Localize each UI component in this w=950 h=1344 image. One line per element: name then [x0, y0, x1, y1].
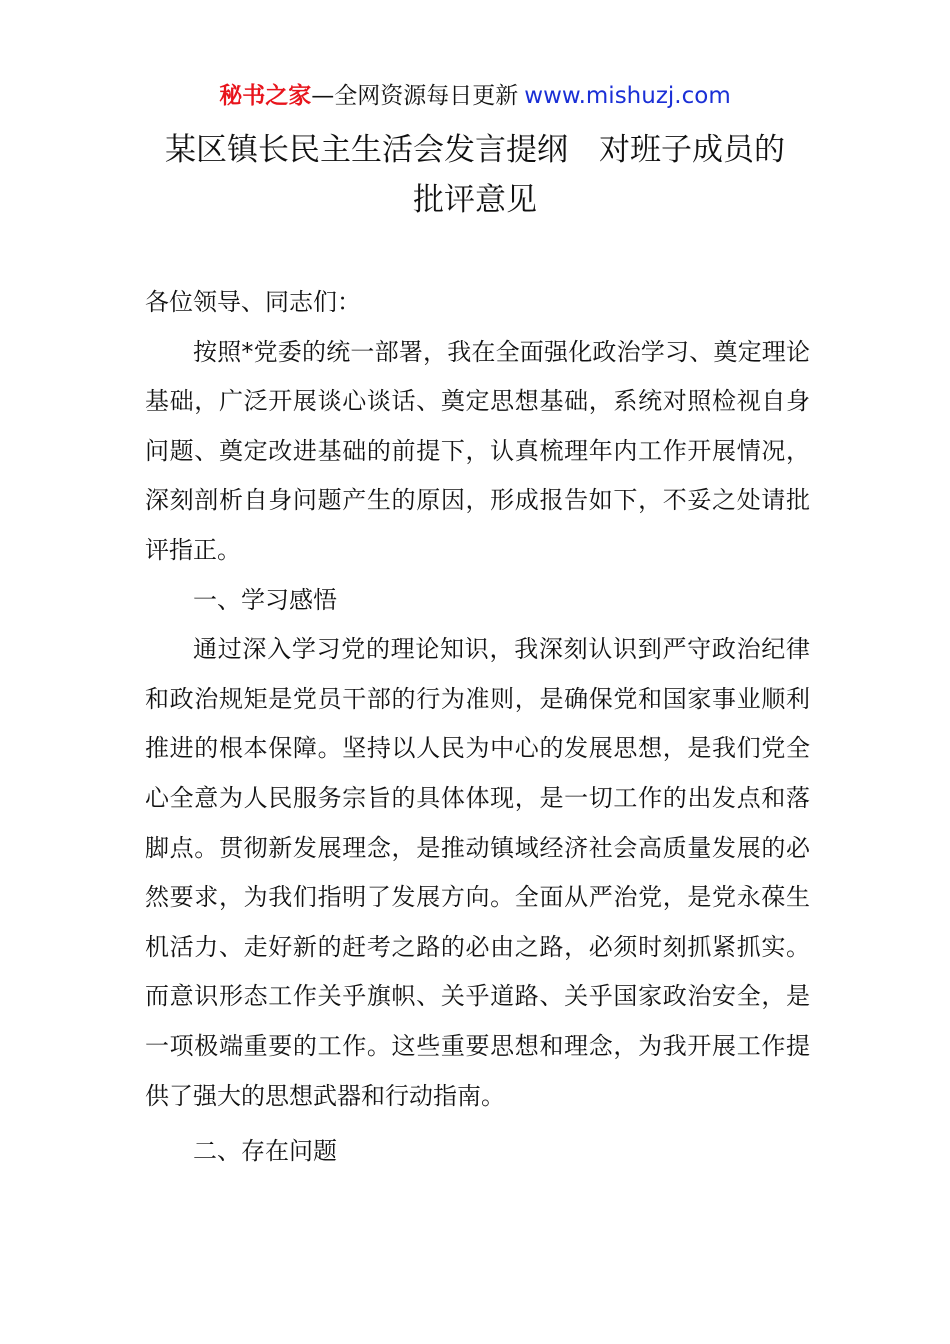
- intro-paragraph: 按照*党委的统一部署，我在全面强化政治学习、奠定理论基础，广泛开展谈心谈话、奠定思想基础，系统对照检视自身问题、奠定改进基础的前提下，认真梳理年内工作开展情况，深刻剖析自身问题产生的原因，形成报告如下，不妥之处请批评指正。: [145, 337, 810, 564]
- site-url-link[interactable]: www.mishuzj.com: [524, 83, 731, 109]
- salutation: 各位领导、同志们：: [145, 288, 361, 316]
- title-line-2: 批评意见: [413, 182, 537, 218]
- document-title: [120, 125, 830, 225]
- title-line-1: 某区镇长民主生活会发言提纲 对班子成员的: [165, 132, 785, 168]
- header-tagline: —全网资源每日更新: [311, 83, 519, 109]
- section-heading-1: 一、学习感悟: [193, 585, 337, 614]
- section-1-paragraph: 通过深入学习党的理论知识，我深刻认识到严守政治纪律和政治规矩是党员干部的行为准则，是确保党和国家事业顺利推进的根本保障。坚持以人民为中心的发展思想，是我们党全心全意为人民服务宗旨的具体体现，是一切工作的出发点和落脚点。贯彻新发展理念，是推动镇域经济社会高质量发展的必然要求，为我们指明了发展方向。全面从严治党，是党永葆生机活力、走好新的赶考之路的必由之路，必须时刻抓紧抓实。而意识形态工作关乎旗帜、关乎道路、关乎国家政治安全，是一项极端重要的工作。这些重要思想和理念，为我开展工作提供了强大的思想武器和行动指南。: [145, 635, 810, 1110]
- section-heading-2: 二、存在问题: [193, 1137, 337, 1166]
- site-header: [0, 80, 950, 112]
- document-body: [145, 278, 810, 1177]
- brand-name: 秘书之家: [219, 83, 312, 109]
